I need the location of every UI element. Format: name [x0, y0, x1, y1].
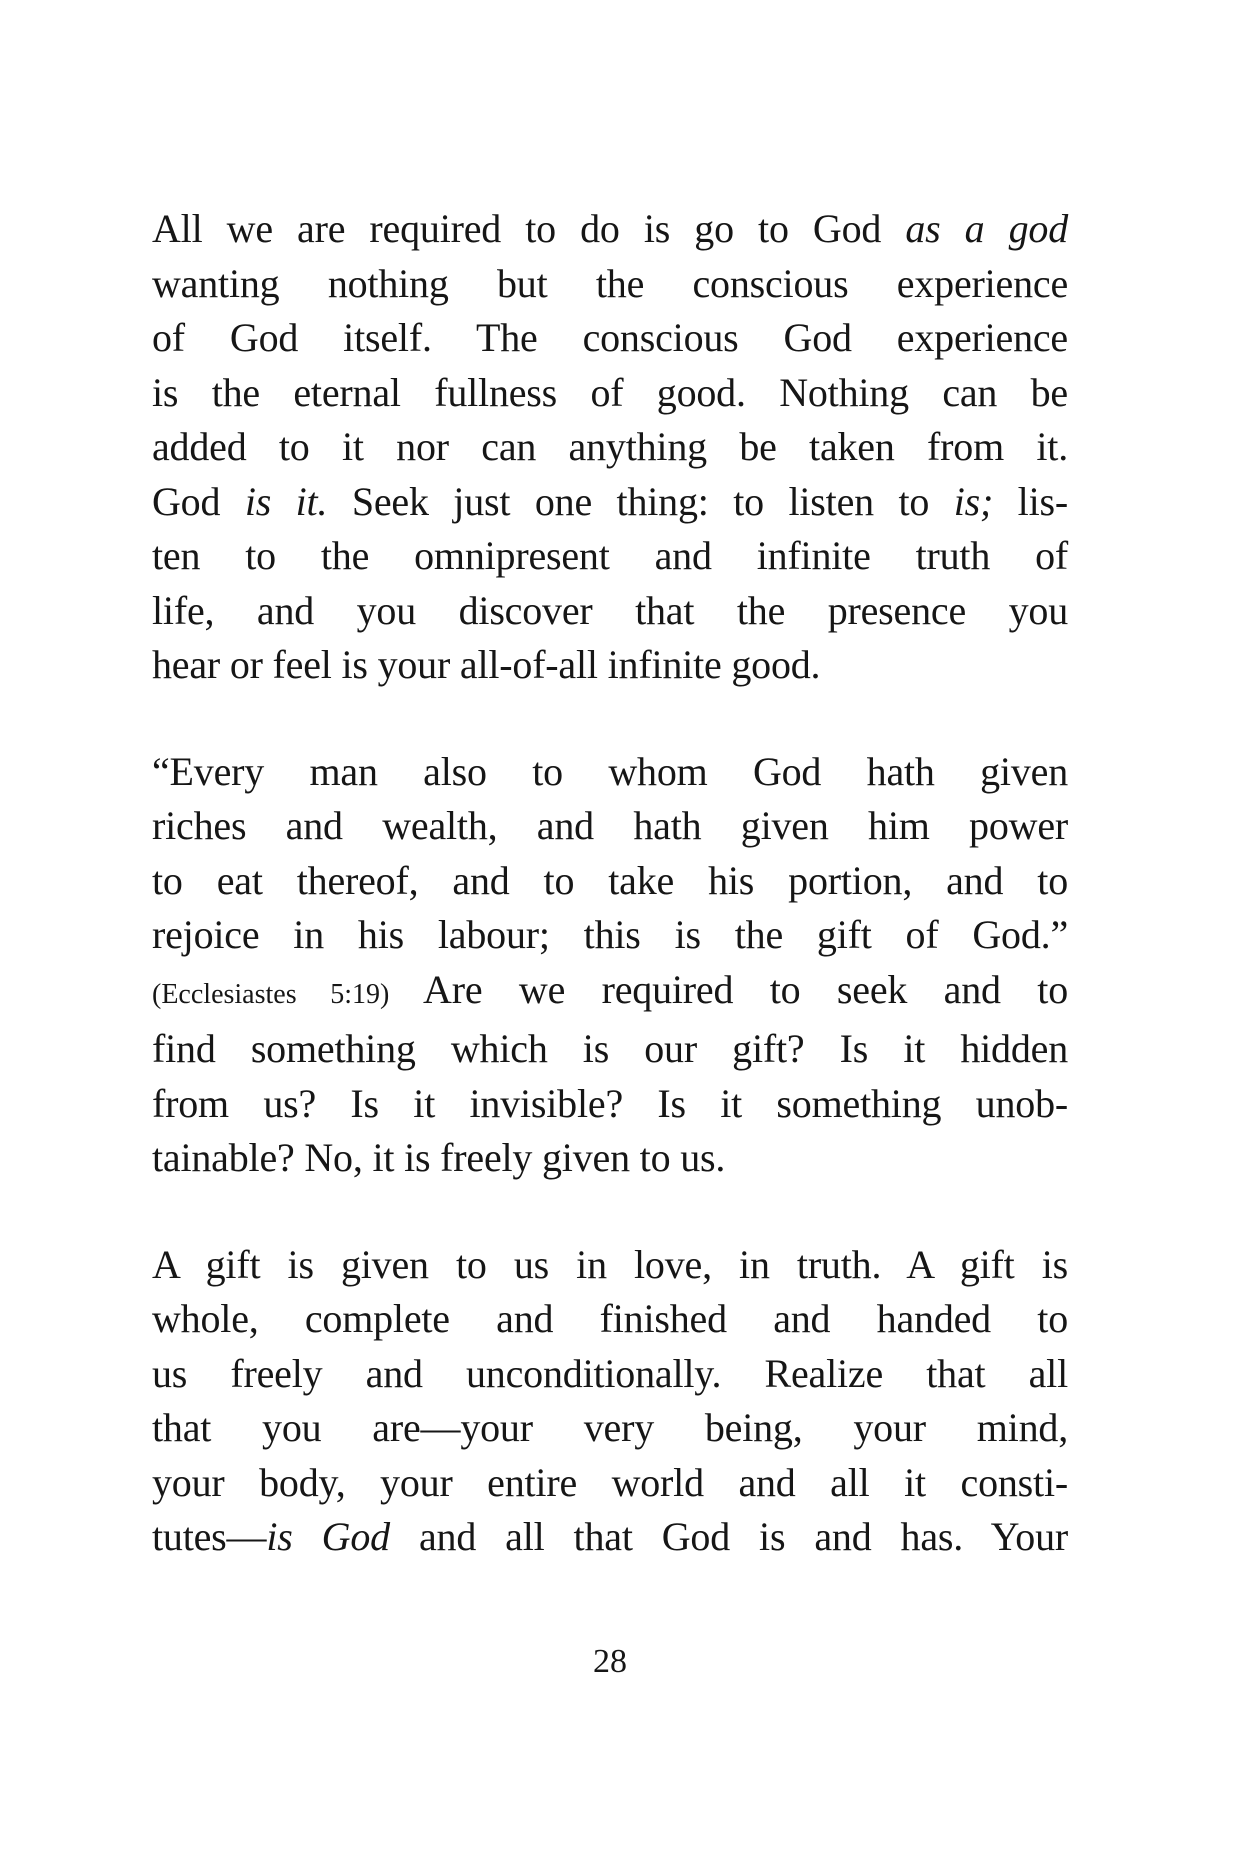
text-line [152, 311, 1068, 366]
text-line [152, 1238, 1068, 1293]
text-line [152, 1401, 1068, 1456]
text-segment: God [152, 478, 245, 524]
text-line [152, 745, 1068, 800]
citation-text: (Ecclesiastes 5:19) [152, 978, 424, 1010]
text-segment: hear or feel is your all-of-all infinite good. [152, 642, 821, 687]
text-segment: to eat thereof, and to take his portion, and to [152, 857, 1068, 903]
text-segment: Seek just one thing: to listen to [327, 478, 954, 524]
text-segment: of God itself. The conscious God experience [152, 315, 1068, 360]
italic-text-segment: is it. [244, 478, 328, 524]
text-line [152, 202, 1068, 257]
text-line [152, 1077, 1068, 1132]
text-line [152, 257, 1068, 312]
text-line [152, 1456, 1068, 1511]
text-segment: your body, your entire world and all it consti- [152, 1459, 1068, 1505]
text-line [152, 1510, 1068, 1565]
text-segment: us freely and unconditionally. Realize that all [152, 1350, 1068, 1396]
text-segment: is the eternal fullness of good. Nothing can be [152, 369, 1068, 415]
italic-text-segment: is; [953, 478, 994, 524]
text-segment: All we are required to do is go to God [152, 206, 906, 251]
text-segment: tutes— [152, 1514, 267, 1559]
text-line [152, 638, 1068, 693]
text-segment: that you are—your very being, your mind, [152, 1405, 1068, 1450]
italic-text-segment: is God [266, 1514, 390, 1559]
body-text [152, 202, 1068, 1565]
text-segment: from us? Is it invisible? Is it something unob- [152, 1080, 1068, 1126]
text-segment: rejoice in his labour; this is the gift of God.” [152, 912, 1068, 957]
text-line [152, 584, 1068, 639]
text-segment: “Every man also to whom God hath given [152, 748, 1068, 794]
text-line [152, 1292, 1068, 1347]
text-line [152, 1131, 1068, 1186]
paragraph-2 [152, 745, 1068, 1186]
text-segment: A gift is given to us in love, in truth. A gift is [152, 1241, 1068, 1287]
text-line [152, 799, 1068, 854]
text-line [152, 1022, 1068, 1077]
text-line [152, 1347, 1068, 1402]
text-line [152, 420, 1068, 475]
text-segment: life, and you discover that the presence you [152, 587, 1068, 633]
text-line [152, 529, 1068, 584]
text-segment: and all that God is and has. Your [389, 1514, 1068, 1559]
text-line [152, 963, 1068, 1023]
text-segment: added to it nor can anything be taken from it. [152, 424, 1068, 469]
text-line [152, 854, 1068, 909]
page-number: 28 [593, 1643, 627, 1680]
text-line [152, 475, 1068, 530]
text-segment: riches and wealth, and hath given him power [152, 803, 1068, 848]
text-segment: lis- [993, 478, 1068, 524]
paragraph-1 [152, 202, 1068, 693]
italic-text-segment: as a god [905, 206, 1068, 251]
text-segment: whole, complete and finished and handed to [152, 1296, 1068, 1341]
text-segment: Are we required to seek and to [423, 966, 1068, 1012]
text-segment: ten to the omnipresent and infinite truth of [152, 533, 1068, 578]
text-line [152, 366, 1068, 421]
text-line [152, 908, 1068, 963]
paragraph-3 [152, 1238, 1068, 1565]
text-segment: tainable? No, it is freely given to us. [152, 1135, 726, 1180]
text-segment: wanting nothing but the conscious experience [152, 260, 1068, 306]
text-segment: find something which is our gift? Is it hidden [152, 1026, 1068, 1071]
